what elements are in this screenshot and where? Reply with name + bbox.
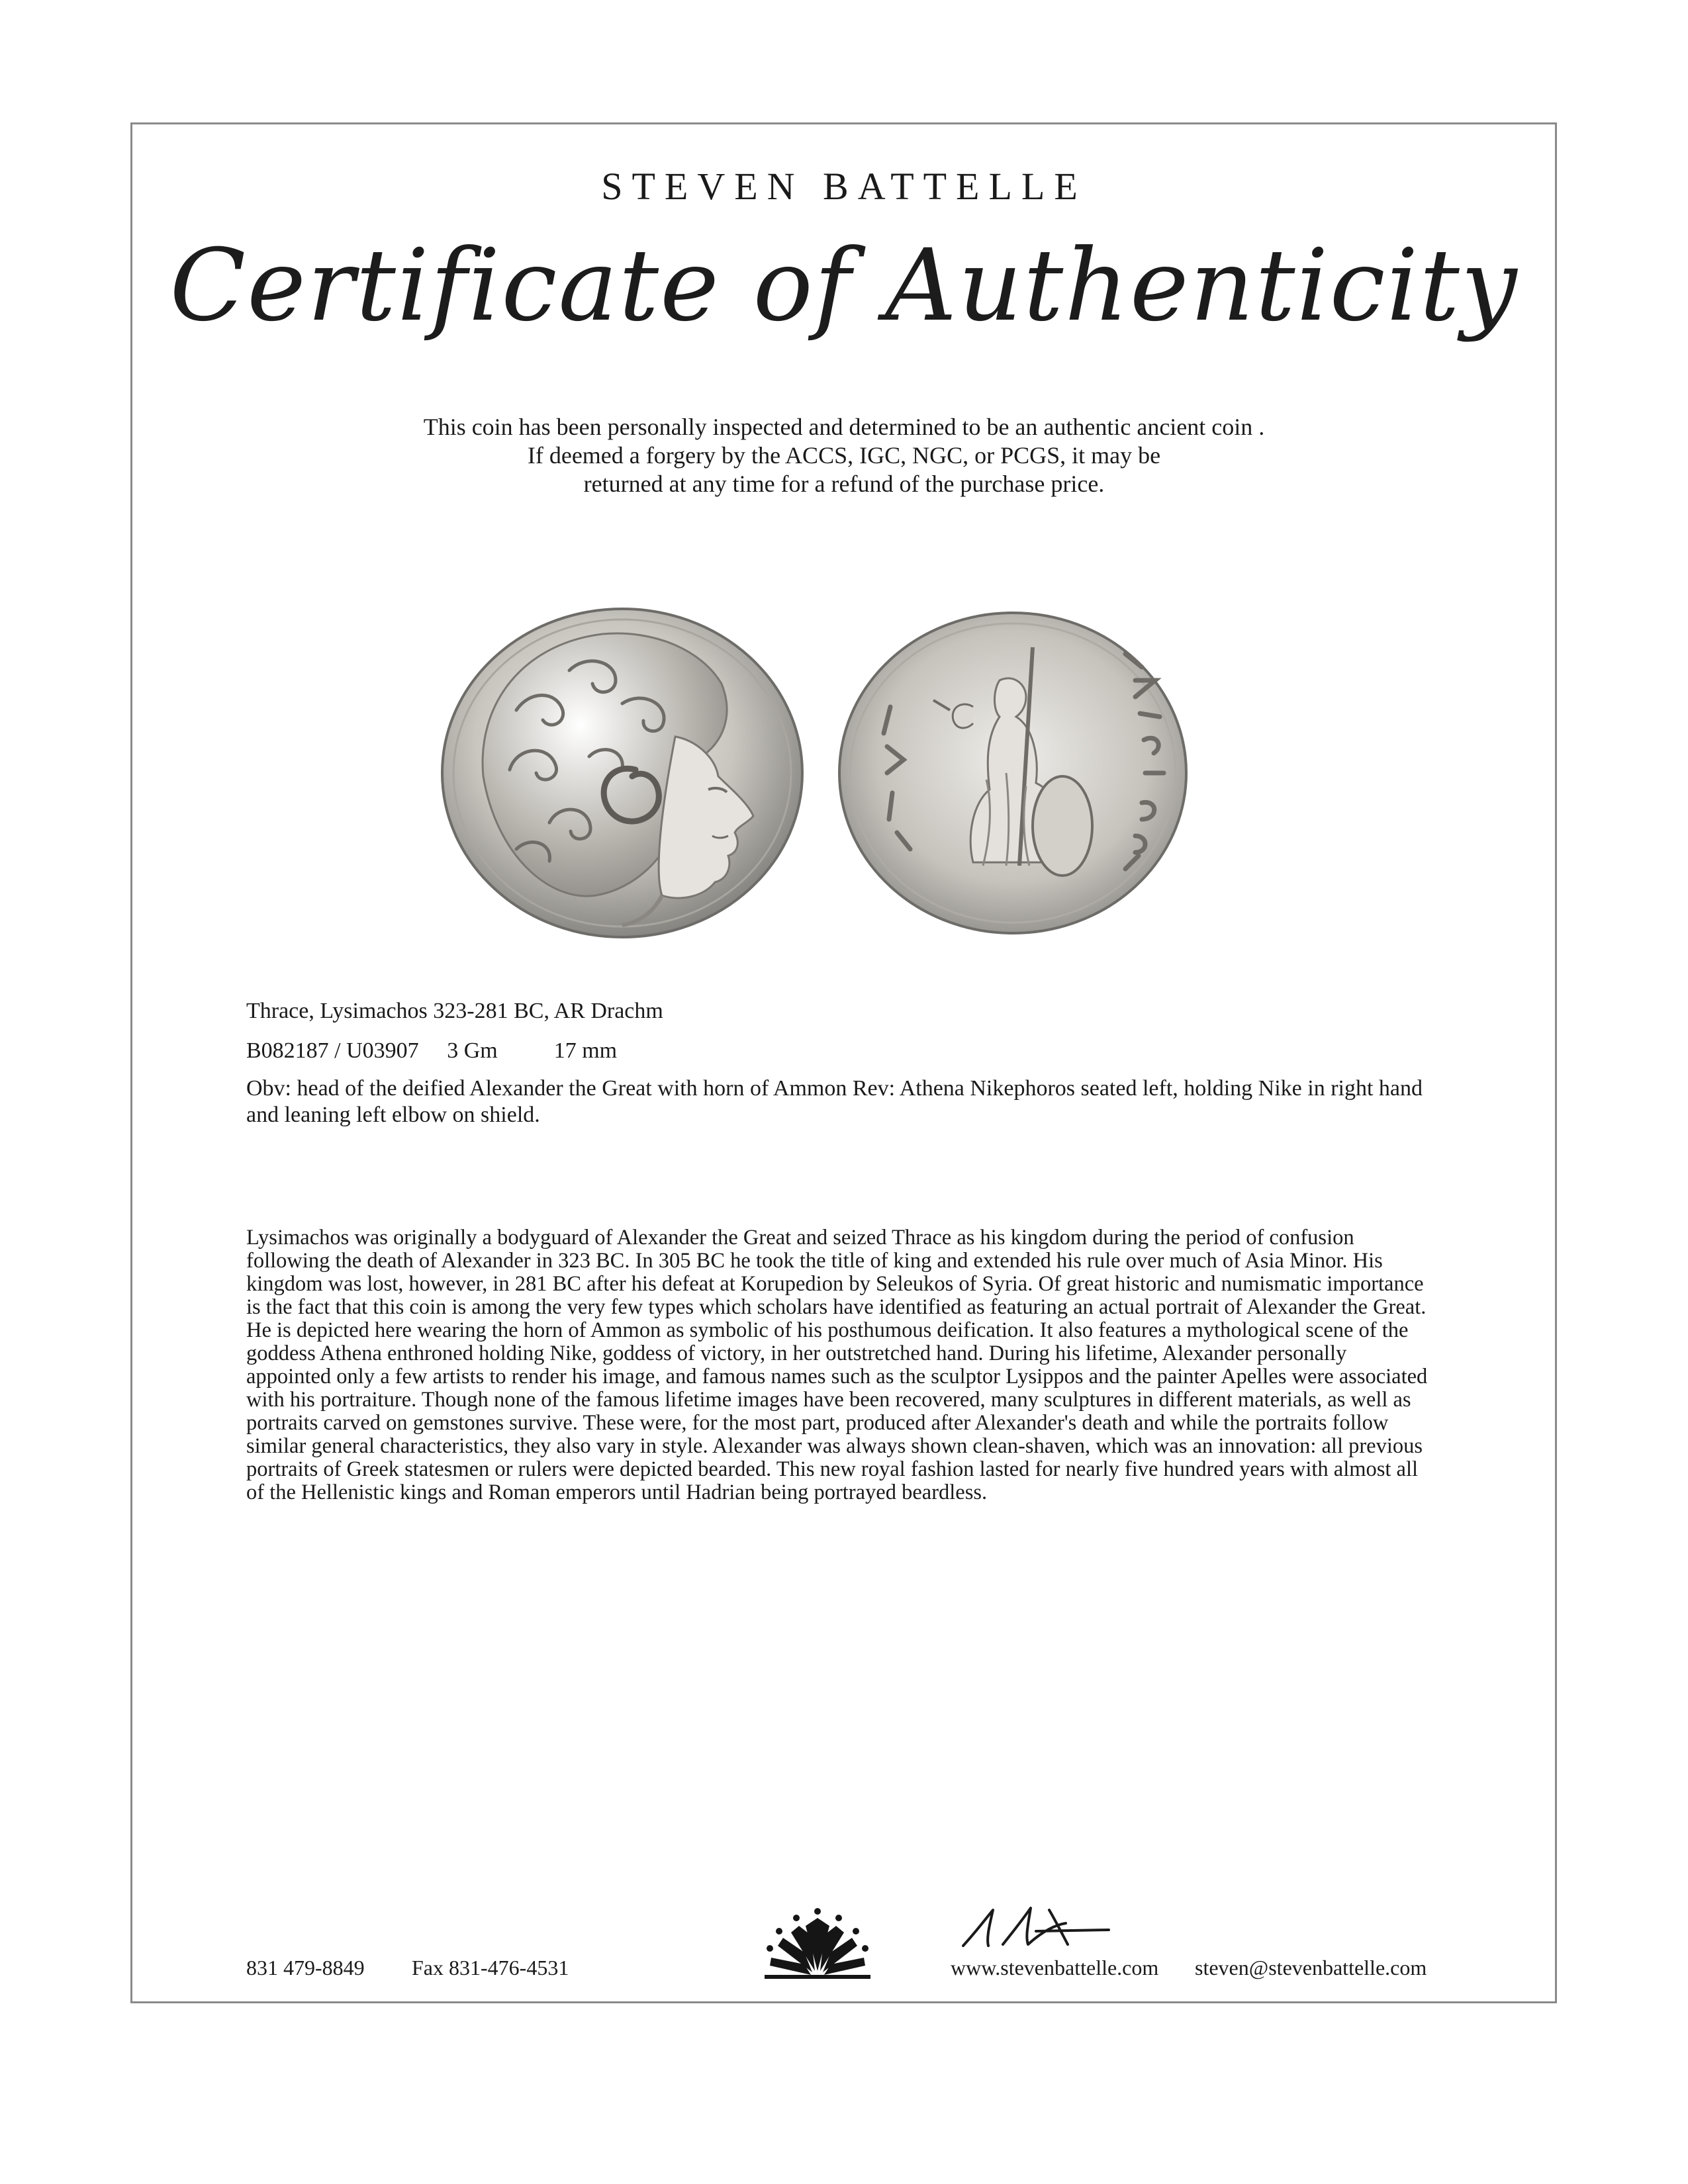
- coin-diameter: 17 mm: [553, 1038, 618, 1063]
- signature-icon: [957, 1905, 1115, 1951]
- guarantee-line-3: returned at any time for a refund of the purchase price.: [583, 471, 1105, 497]
- coin-title: Thrace, Lysimachos 323-281 BC, AR Drachm: [246, 999, 663, 1023]
- phone-number: 831 479-8849: [246, 1956, 365, 1979]
- coin-description: Obv: head of the deified Alexander the Great with horn of Ammon Rev: Athena Nikephoros seated left, holding Nike in right hand and leaning left elbow on shield.: [246, 1076, 1423, 1127]
- coin-specs: [246, 1038, 1431, 1064]
- email-link[interactable]: steven@stevenbattelle.com: [1195, 1956, 1427, 1979]
- guarantee-line-2: If deemed a forgery by the ACCS, IGC, NGC, or PCGS, it may be: [527, 442, 1161, 469]
- fax-number: Fax 831-476-4531: [412, 1956, 569, 1979]
- athena-shield: [1033, 776, 1092, 876]
- sunburst-logo-icon: [765, 1906, 870, 1979]
- brand-name: STEVEN BATTELLE: [601, 165, 1087, 208]
- coin-reverse-image: [834, 608, 1192, 938]
- historical-notes: Lysimachos was originally a bodyguard of Alexander the Great and seized Thrace as his kingdom during the period of confusion following the death of Alexander in 323 BC. In 305 BC he took the title of king and extended his rule over much of Asia Minor. His kingdom was lost, however, in 281 BC after his defeat at Korupedion by Seleukos of Syria. Of great historic and numismatic importance is the fact that this coin is among the very few types which scholars have identified as featuring an actual portrait of Alexander the Great. He is depicted here wearing the horn of Ammon as symbolic of his posthumous deification. It also features a mythological scene of the goddess Athena enthroned holding Nike, goddess of victory, in her outstretched hand. During his lifetime, Alexander personally appointed only a few artists to render his image, and famous names such as the sculptor Lysippos and the painter Apelles were associated with his portraiture. Though none of the famous lifetime images have been recovered, many sculptures in different materials, as well as portraits carved on gemstones survive. These were, for the most part, produced after Alexander's death and while the portraits follow similar general characteristics, they also vary in style. Alexander was always shown clean-shaven, which was an innovation: all previous portraits of Greek statesmen or rulers were depicted bearded. This new royal fashion lasted for nearly five hundred years with almost all of the Hellenistic kings and Roman emperors until Hadrian being portrayed beardless.: [246, 1226, 1428, 1504]
- coin-obverse-image: [437, 604, 808, 942]
- coin-weight: 3 Gm: [447, 1038, 498, 1063]
- guarantee-line-1: This coin has been personally inspected and determined to be an authentic ancient coin .: [423, 414, 1265, 440]
- certificate-title: Certificate of Authenticity: [169, 228, 1519, 343]
- guarantee-statement: [265, 413, 1423, 498]
- inventory-number: B082187 / U03907: [246, 1038, 419, 1063]
- website-link[interactable]: www.stevenbattelle.com: [951, 1956, 1159, 1979]
